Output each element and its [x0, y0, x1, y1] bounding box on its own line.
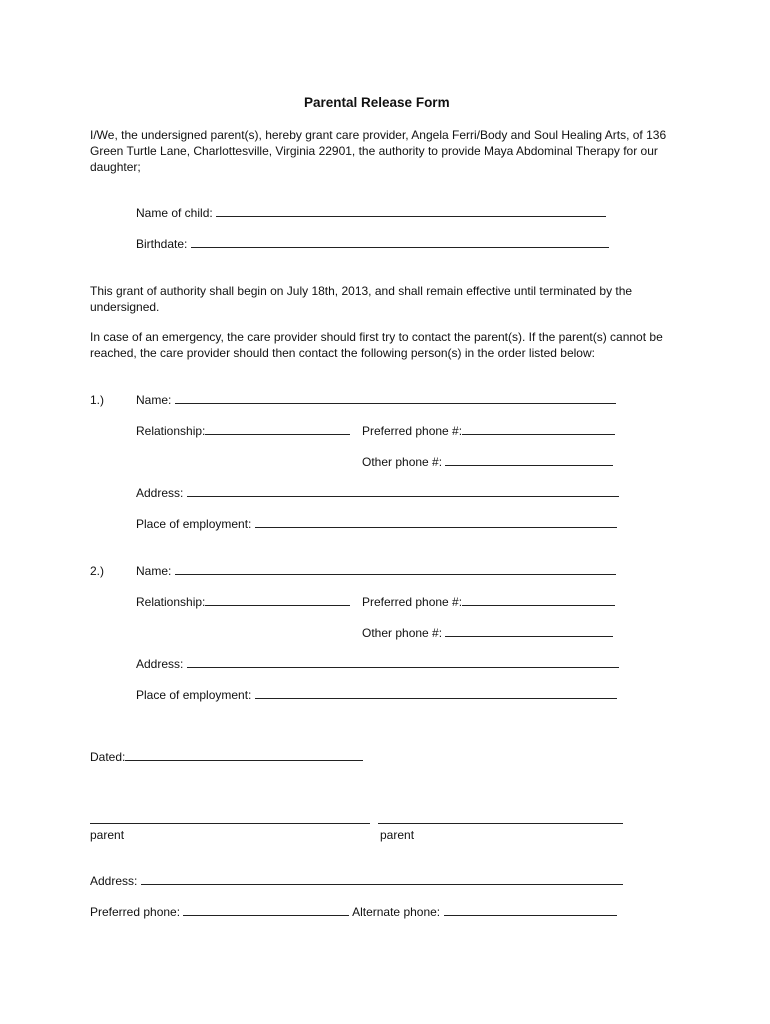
child-name-label: Name of child: [136, 206, 213, 220]
contact-1-address-row [136, 485, 619, 501]
contact-1-preferred-phone-row [362, 423, 615, 439]
contact-2-address-row [136, 656, 619, 672]
contact-2-relationship-field[interactable] [205, 594, 350, 606]
contact-2-address-field[interactable] [187, 656, 619, 668]
footer-address-label: Address: [90, 874, 138, 888]
contact-1-address-field[interactable] [187, 485, 619, 497]
contact-1-preferred-phone-field[interactable] [462, 423, 615, 435]
footer-preferred-phone-label: Preferred phone: [90, 905, 181, 919]
contact-2-preferred-phone-label: Preferred phone #: [362, 595, 463, 609]
footer-preferred-phone-field[interactable] [183, 904, 349, 916]
page-title: Parental Release Form [304, 95, 450, 110]
dated-row [90, 749, 363, 765]
contact-2-preferred-phone-row [362, 594, 615, 610]
contact-2-employment-field[interactable] [255, 687, 617, 699]
contact-2-other-phone-label: Other phone #: [362, 626, 443, 640]
footer-phone-row [90, 904, 617, 920]
contact-2-other-phone-row [362, 625, 613, 641]
contact-1-name-label: Name: [136, 393, 172, 407]
contact-1-employment-field[interactable] [255, 516, 617, 528]
contact-1-other-phone-label: Other phone #: [362, 455, 443, 469]
footer-alternate-phone-label: Alternate phone: [352, 905, 441, 919]
contact-1-relationship-row [136, 423, 350, 439]
contact-1-address-label: Address: [136, 486, 184, 500]
contact-1-other-phone-field[interactable] [445, 454, 613, 466]
footer-address-field[interactable] [141, 873, 623, 885]
contact-1-other-phone-row [362, 454, 613, 470]
parent-label-left: parent [90, 828, 125, 842]
contact-1-employment-row [136, 516, 617, 532]
child-name-field[interactable] [216, 205, 606, 217]
contact-2-preferred-phone-field[interactable] [462, 594, 615, 606]
contact-2-address-label: Address: [136, 657, 184, 671]
contact-2-relationship-label: Relationship: [136, 595, 206, 609]
dated-label: Dated: [90, 750, 126, 764]
birthdate-label: Birthdate: [136, 237, 188, 251]
contact-2-number: 2.) [90, 564, 105, 578]
contact-2-employment-row [136, 687, 617, 703]
parent-signature-line-left[interactable] [90, 822, 370, 824]
footer-address-row [90, 873, 623, 889]
birthdate-row [136, 236, 609, 252]
parent-label-right: parent [380, 828, 415, 842]
contact-1-relationship-field[interactable] [205, 423, 350, 435]
contact-2-name-row [136, 563, 616, 579]
parent-signature-line-right[interactable] [378, 822, 623, 824]
contact-1-name-row [136, 392, 616, 408]
grant-paragraph: This grant of authority shall begin on July 18th, 2013, and shall remain effective until terminated by the undersigned. [90, 284, 633, 314]
contact-1-employment-label: Place of employment: [136, 517, 252, 531]
contact-1-name-field[interactable] [175, 392, 616, 404]
contact-2-employment-label: Place of employment: [136, 688, 252, 702]
dated-field[interactable] [125, 749, 363, 761]
emergency-paragraph: In case of an emergency, the care provider should first try to contact the parent(s). If the parent(s) cannot be reached, the care provider should then contact the following person(s) in the order listed below: [90, 330, 663, 360]
birthdate-field[interactable] [191, 236, 609, 248]
contact-2-relationship-row [136, 594, 350, 610]
contact-1-number: 1.) [90, 393, 105, 407]
contact-2-other-phone-field[interactable] [445, 625, 613, 637]
footer-alternate-phone-field[interactable] [444, 904, 617, 916]
contact-2-name-field[interactable] [175, 563, 616, 575]
contact-1-relationship-label: Relationship: [136, 424, 206, 438]
contact-2-name-label: Name: [136, 564, 172, 578]
intro-paragraph: I/We, the undersigned parent(s), hereby grant care provider, Angela Ferri/Body and Soul Healing Arts, of 136 Green Turtle Lane, Charlottesville, Virginia 22901, the authority to provide Maya Abdominal Therapy for our daughter; [90, 128, 667, 174]
child-name-row [136, 205, 606, 221]
contact-1-preferred-phone-label: Preferred phone #: [362, 424, 463, 438]
